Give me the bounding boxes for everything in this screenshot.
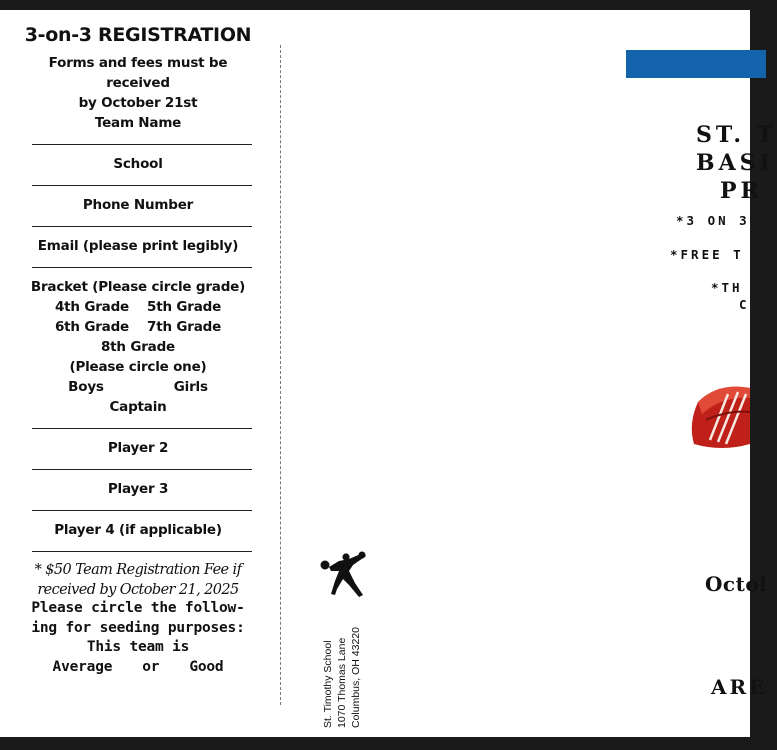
flyer-bullet-2: *FREE T <box>670 247 744 262</box>
grade-option[interactable]: 6th Grade <box>54 319 129 335</box>
bracket-label: Bracket (Please circle grade) <box>30 279 246 295</box>
header-accent-bar <box>626 50 766 78</box>
rating-good[interactable]: Good <box>189 658 224 675</box>
team-name-blank[interactable] <box>32 144 252 145</box>
fee-line-2: received by October 21, 2025 <box>37 582 239 598</box>
grade-option[interactable]: 7th Grade <box>147 319 222 335</box>
flyer-page <box>0 10 777 737</box>
phone-label: Phone Number <box>82 197 194 213</box>
address-line-1: St. Timothy School <box>322 640 334 728</box>
gender-option-girls[interactable]: Girls <box>173 379 208 395</box>
return-address <box>321 627 363 728</box>
grade-option[interactable]: 8th Grade <box>100 339 176 355</box>
seeding-line-3: This team is <box>86 639 190 655</box>
registration-form <box>18 24 258 677</box>
team-name-label: Team Name <box>94 115 182 131</box>
flyer-title-line-1: ST. T <box>696 122 777 148</box>
registration-title: 3-on-3 REGISTRATION <box>24 24 252 46</box>
flyer-date: Octol <box>705 572 768 596</box>
fee-line-1: * $50 Team Registration Fee if <box>34 562 242 578</box>
deadline-line-2: by October 21st <box>78 95 198 111</box>
grade-row-2 <box>18 317 258 337</box>
rating-row <box>18 658 258 678</box>
player4-label: Player 4 (if applicable) <box>54 522 222 538</box>
seeding-line-2: ing for seeding purposes: <box>31 619 245 636</box>
player4-blank[interactable] <box>32 551 252 552</box>
flyer-bullet-3b: C <box>739 297 750 312</box>
phone-blank[interactable] <box>32 226 252 227</box>
basketball-image <box>688 380 750 460</box>
captain-blank[interactable] <box>32 428 252 429</box>
player2-label: Player 2 <box>107 440 169 456</box>
grade-option[interactable]: 5th Grade <box>147 299 222 315</box>
deadline-line-1: Forms and fees must be received <box>48 55 228 91</box>
captain-label: Captain <box>109 399 167 415</box>
email-label: Email (please print legibly) <box>37 238 239 254</box>
seeding-line-1: Please circle the follow- <box>31 600 245 616</box>
grade-row-1 <box>18 297 258 317</box>
rating-or: or <box>142 658 160 675</box>
gender-row <box>18 377 258 397</box>
grade-option[interactable]: 4th Grade <box>54 299 129 315</box>
gender-option-boys[interactable]: Boys <box>68 379 104 395</box>
school-blank[interactable] <box>32 185 252 186</box>
cut-line <box>280 45 281 705</box>
flyer-arena: ARE <box>711 675 768 699</box>
flyer-bullet-1: *3 ON 3 <box>676 213 750 228</box>
address-line-3: Columbus, OH 43220 <box>350 627 362 728</box>
school-label: School <box>113 156 163 172</box>
email-blank[interactable] <box>32 267 252 268</box>
player2-blank[interactable] <box>32 469 252 470</box>
rating-average[interactable]: Average <box>52 658 113 675</box>
address-line-2: 1070 Thomas Lane <box>336 637 348 728</box>
basketball-player-icon <box>319 549 371 599</box>
flyer-title-line-3: PR <box>720 178 763 204</box>
circle-one-label: (Please circle one) <box>69 359 207 375</box>
bottom-frame-bar <box>0 737 750 750</box>
flyer-bullet-3a: *TH <box>711 280 743 295</box>
grade-row-3 <box>18 337 258 357</box>
player3-blank[interactable] <box>32 510 252 511</box>
player3-label: Player 3 <box>107 481 169 497</box>
flyer-title-line-2: BASI <box>696 150 774 176</box>
